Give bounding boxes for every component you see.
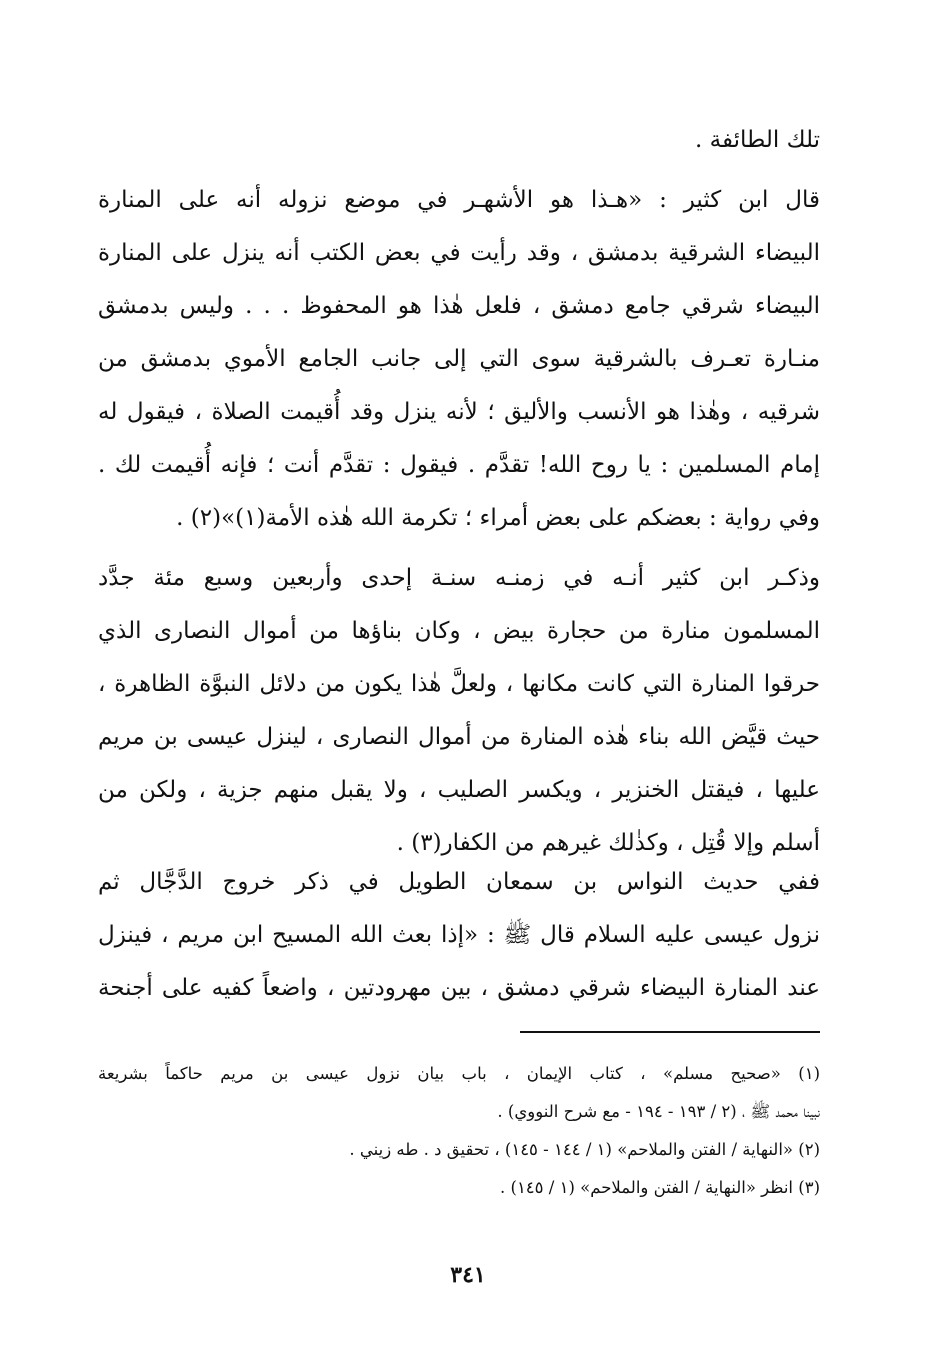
footnote-1: (١) «صحيح مسلم» ، كتاب الإيمان ، باب بيان نزول عيسى بن مريم حاكماً بشريعة — [98, 1064, 820, 1083]
footnote-separator — [520, 1031, 820, 1033]
text-line: وفي رواية : بعضكم على بعض أمراء ؛ تكرمة الله هٰذه الأمة(١)»(٢) . — [176, 505, 820, 531]
text-line: قال ابن كثير : «هـذا هو الأشهـر في موضع نزوله أنه على المنارة — [98, 187, 820, 213]
footnote-3: (٣) انظر «النهاية / الفتن والملاحم» (١ / ١٤٥) . — [500, 1178, 820, 1197]
paragraph-minaret-history — [98, 552, 820, 870]
text-line: شرقيه ، وهٰذا هو الأنسب والأليق ؛ لأنه ينزل وقد أُقيمت الصلاة ، فيقول له — [98, 399, 820, 425]
text-line: تلك الطائفة . — [695, 127, 820, 153]
paragraph-nawwas-hadith — [98, 856, 820, 1015]
text-line: عند المنارة البيضاء شرقي دمشق ، بين مهرودتين ، واضعاً كفيه على أجنحة — [98, 975, 820, 1001]
text-line: عليها ، فيقتل الخنزير ، ويكسر الصليب ، ولا يقبل منهم جزية ، ولكن من — [98, 777, 820, 803]
text-line: حرقوا المنارة التي كانت مكانها ، ولعلَّ هٰذا يكون من دلائل النبوَّة الظاهرة ، — [98, 671, 820, 697]
footnote-1-continued: نبينا محمد ﷺ ، (٢ / ١٩٣ - ١٩٤ - مع شرح النووي) . — [497, 1102, 820, 1121]
text-line: نزول عيسى عليه السلام قال ﷺ : «إذا بعث الله المسيح ابن مريم ، فينزل — [98, 922, 820, 948]
footnotes — [98, 1055, 820, 1207]
opening-line — [98, 114, 820, 167]
text-line: ففي حديث النواس بن سمعان الطويل في ذكر خروج الدَّجَّال ثم — [98, 869, 820, 895]
text-line: وذكـر ابن كثير أنـه في زمنـه سنـة إحدى وأربعين وسبع مئة جدَّد — [98, 565, 820, 591]
text-line: البيضاء شرقي جامع دمشق ، فلعل هٰذا هو المحفوظ . . . وليس بدمشق — [98, 293, 820, 319]
text-line: أسلم وإلا قُتِل ، وكذٰلك غيرهم من الكفار(٣) . — [396, 830, 820, 856]
footnote-2: (٢) «النهاية / الفتن والملاحم» (١ / ١٤٤ - ١٤٥) ، تحقيق د . طه زيني . — [349, 1140, 820, 1159]
text-line: منـارة تعـرف بالشرقية سوى التي إلى جانب الجامع الأموي بدمشق من — [98, 346, 820, 372]
text-line: حيث قيَّض الله بناء هٰذه المنارة من أموال النصارى ، لينزل عيسى بن مريم — [98, 724, 820, 750]
text-line: البيضاء الشرقية بدمشق ، وقد رأيت في بعض الكتب أنه ينزل على المنارة — [98, 240, 820, 266]
text-line: إمام المسلمين : يا روح الله! تقدَّم . فيقول : تقدَّم أنت ؛ فإنه أُقيمت لك . — [98, 452, 820, 478]
paragraph-ibn-kathir-quote — [98, 174, 820, 545]
text-line: المسلمون منارة من حجارة بيض ، وكان بناؤها من أموال النصارى الذي — [98, 618, 820, 644]
page-number: ٣٤١ — [450, 1262, 486, 1288]
